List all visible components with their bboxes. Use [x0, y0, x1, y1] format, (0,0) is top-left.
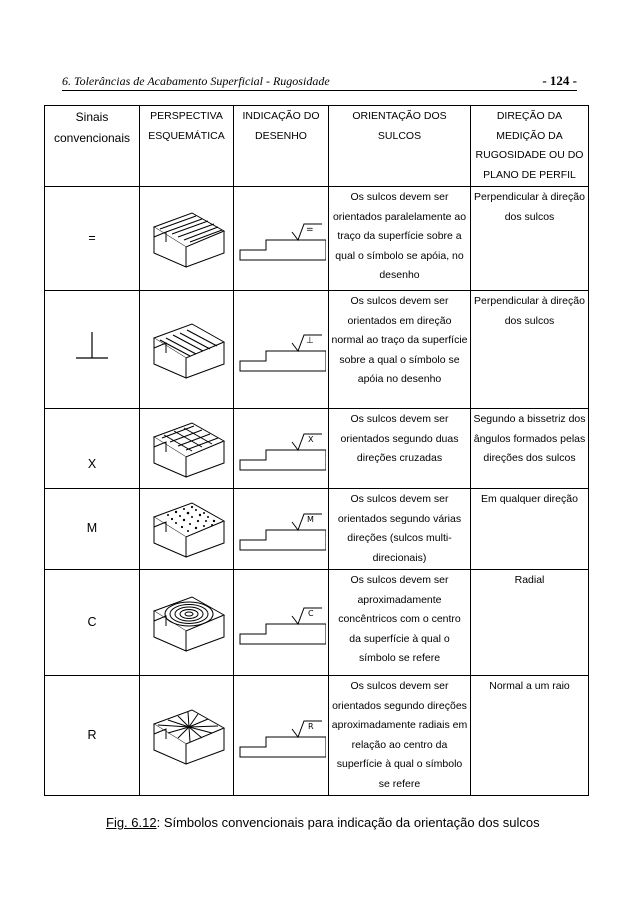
drawing-indication-normal [234, 291, 329, 409]
symbol-cell [45, 291, 140, 409]
drawing-indication-radial [234, 676, 329, 796]
perspective-normal-grooves [140, 291, 234, 409]
perpendicular-symbol [72, 330, 112, 362]
direction-cell: Perpendicular à direção dos sulcos [471, 291, 589, 409]
page-header [62, 72, 577, 91]
figure-caption [106, 815, 540, 830]
direction-cell: Perpendicular à direção dos sulcos [471, 187, 589, 291]
figure-label: Fig. 6.12 [106, 815, 157, 830]
table-row [45, 489, 589, 570]
perspective-multidirectional-grooves [140, 489, 234, 570]
drawing-symbol: X [308, 434, 314, 444]
drawing-indication-concentric [234, 570, 329, 676]
page-number: - 124 - [542, 73, 577, 88]
symbol-cell: R [45, 676, 140, 796]
drawing-indication-crossed [234, 409, 329, 489]
orientation-cell: Os sulcos devem ser aproximadamente concêntricos com o centro da superfície à qual o símbolo se refere [329, 570, 471, 676]
symbol-cell: M [45, 489, 140, 570]
figure-caption-text: : Símbolos convencionais para indicação da orientação dos sulcos [156, 815, 540, 830]
direction-cell: Radial [471, 570, 589, 676]
perspective-crossed-grooves [140, 409, 234, 489]
orientation-cell: Os sulcos devem ser orientados segundo duas direções cruzadas [329, 409, 471, 489]
table-header-row [45, 106, 589, 187]
direction-cell: Segundo a bissetriz dos ângulos formados pelas direções dos sulcos [471, 409, 589, 489]
table-row [45, 409, 589, 489]
perspective-parallel-grooves [140, 187, 234, 291]
direction-cell: Normal a um raio [471, 676, 589, 796]
table-row [45, 187, 589, 291]
table-row [45, 570, 589, 676]
drawing-symbol: C [308, 608, 314, 618]
table-row [45, 676, 589, 796]
drawing-symbol: R [308, 721, 314, 731]
roughness-symbols-table [44, 105, 589, 796]
direction-cell: Em qualquer direção [471, 489, 589, 570]
header-perspectiva: PERSPECTIVA ESQUEMÁTICA [140, 106, 234, 187]
table-row [45, 291, 589, 409]
header-sinais: Sinais convencionais [45, 106, 140, 187]
drawing-symbol: ⊥ [306, 335, 314, 346]
drawing-indication-multidirectional [234, 489, 329, 570]
orientation-cell: Os sulcos devem ser orientados segundo várias direções (sulcos multi-direcionais) [329, 489, 471, 570]
drawing-indication-parallel [234, 187, 329, 291]
symbol-cell: = [45, 187, 140, 291]
orientation-cell: Os sulcos devem ser orientados segundo direções aproximadamente radiais em relação ao centro da superfície à qual o símbolo se refere [329, 676, 471, 796]
drawing-symbol: = [306, 224, 314, 235]
orientation-cell: Os sulcos devem ser orientados paralelamente ao traço da superfície sobre a qual o símbolo se apóia, no desenho [329, 187, 471, 291]
drawing-symbol: M [307, 515, 314, 524]
chapter-title: 6. Tolerâncias de Acabamento Superficial - Rugosidade [62, 74, 330, 88]
header-direcao: DIREÇÃO DA MEDIÇÃO DA RUGOSIDADE OU DO PLANO DE PERFIL [471, 106, 589, 187]
orientation-cell: Os sulcos devem ser orientados em direção normal ao traço da superfície sobre a qual o símbolo se apóia no desenho [329, 291, 471, 409]
symbol-cell: X [45, 409, 140, 489]
perspective-concentric-grooves [140, 570, 234, 676]
header-indicacao: INDICAÇÃO DO DESENHO [234, 106, 329, 187]
perspective-radial-grooves [140, 676, 234, 796]
header-orientacao: ORIENTAÇÃO DOS SULCOS [329, 106, 471, 187]
symbol-cell: C [45, 570, 140, 676]
